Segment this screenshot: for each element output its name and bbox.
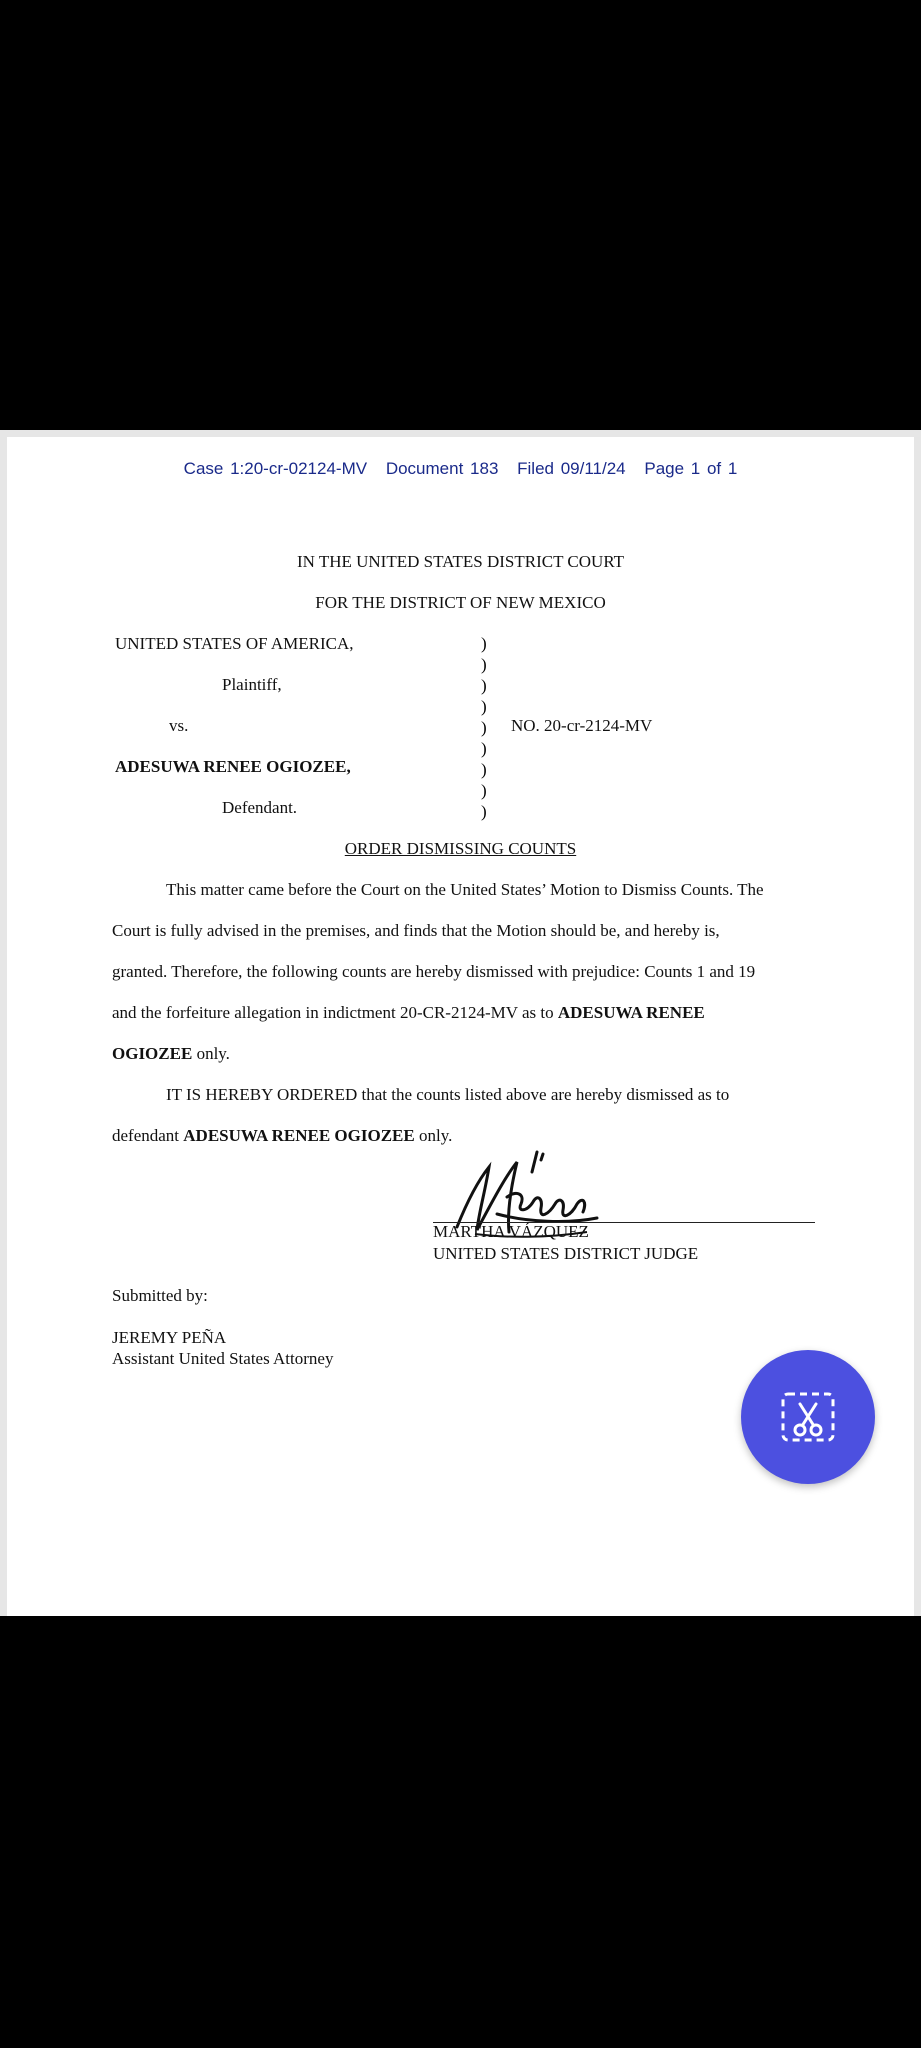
screenshot-scissors-icon	[777, 1386, 839, 1448]
body-line: IT IS HEREBY ORDERED that the counts listed above are hereby dismissed as to	[166, 1085, 730, 1104]
submitted-label: Submitted by:	[112, 1286, 208, 1305]
order-title: ORDER DISMISSING COUNTS	[344, 839, 577, 858]
submitter-name: JEREMY PEÑA	[112, 1328, 227, 1347]
caption-paren: )	[481, 739, 487, 758]
defendant-label: Defendant.	[222, 798, 298, 817]
body-text: only.	[192, 1044, 230, 1063]
body-text: only.	[414, 1126, 453, 1145]
body-line: granted. Therefore, the following counts are hereby dismissed with prejudice: Counts 1 and 19	[112, 962, 756, 981]
court-district: FOR THE DISTRICT OF NEW MEXICO	[315, 593, 606, 612]
defendant-name: ADESUWA RENEE OGIOZEE,	[115, 757, 351, 776]
judge-title: UNITED STATES DISTRICT JUDGE	[433, 1244, 699, 1263]
defendant-bold: ADESUWA RENEE	[557, 1003, 705, 1022]
caption-paren: )	[481, 760, 487, 779]
case-number-caption: NO. 20-cr-2124-MV	[511, 716, 653, 735]
document-number: Document 183	[385, 459, 499, 478]
body-line: Court is fully advised in the premises, and finds that the Motion should be, and hereby is,	[112, 921, 720, 940]
submitter-title: Assistant United States Attorney	[112, 1349, 334, 1368]
caption-paren: )	[481, 802, 487, 821]
caption-paren: )	[481, 697, 487, 716]
caption-paren: )	[481, 781, 487, 800]
body-line	[112, 1043, 230, 1065]
filed-date: Filed 09/11/24	[517, 459, 626, 478]
versus-label: vs.	[169, 716, 189, 735]
page-indicator: Page 1 of 1	[644, 459, 738, 478]
judge-name: MARTHA VÁZQUEZ	[433, 1222, 589, 1241]
filing-header	[7, 459, 914, 479]
body-line: This matter came before the Court on the United States’ Motion to Dismiss Counts. The	[166, 880, 764, 899]
body-text: defendant	[112, 1126, 184, 1145]
body-text: and the forfeiture allegation in indictment 20-CR-2124-MV as to	[112, 1003, 558, 1022]
caption-paren: )	[481, 676, 487, 695]
caption-paren: )	[481, 718, 487, 737]
defendant-bold: ADESUWA RENEE OGIOZEE	[183, 1126, 415, 1145]
caption-paren: )	[481, 655, 487, 674]
body-line	[112, 1002, 705, 1024]
screenshot-scissors-button[interactable]	[741, 1350, 875, 1484]
plaintiff-label: Plaintiff,	[222, 675, 282, 694]
body-line	[112, 1125, 452, 1147]
defendant-bold: OGIOZEE	[112, 1044, 193, 1063]
caption-paren: )	[481, 634, 487, 653]
case-number: Case 1:20-cr-02124-MV	[183, 459, 368, 478]
plaintiff-name: UNITED STATES OF AMERICA,	[115, 634, 354, 653]
court-name: IN THE UNITED STATES DISTRICT COURT	[296, 552, 625, 571]
